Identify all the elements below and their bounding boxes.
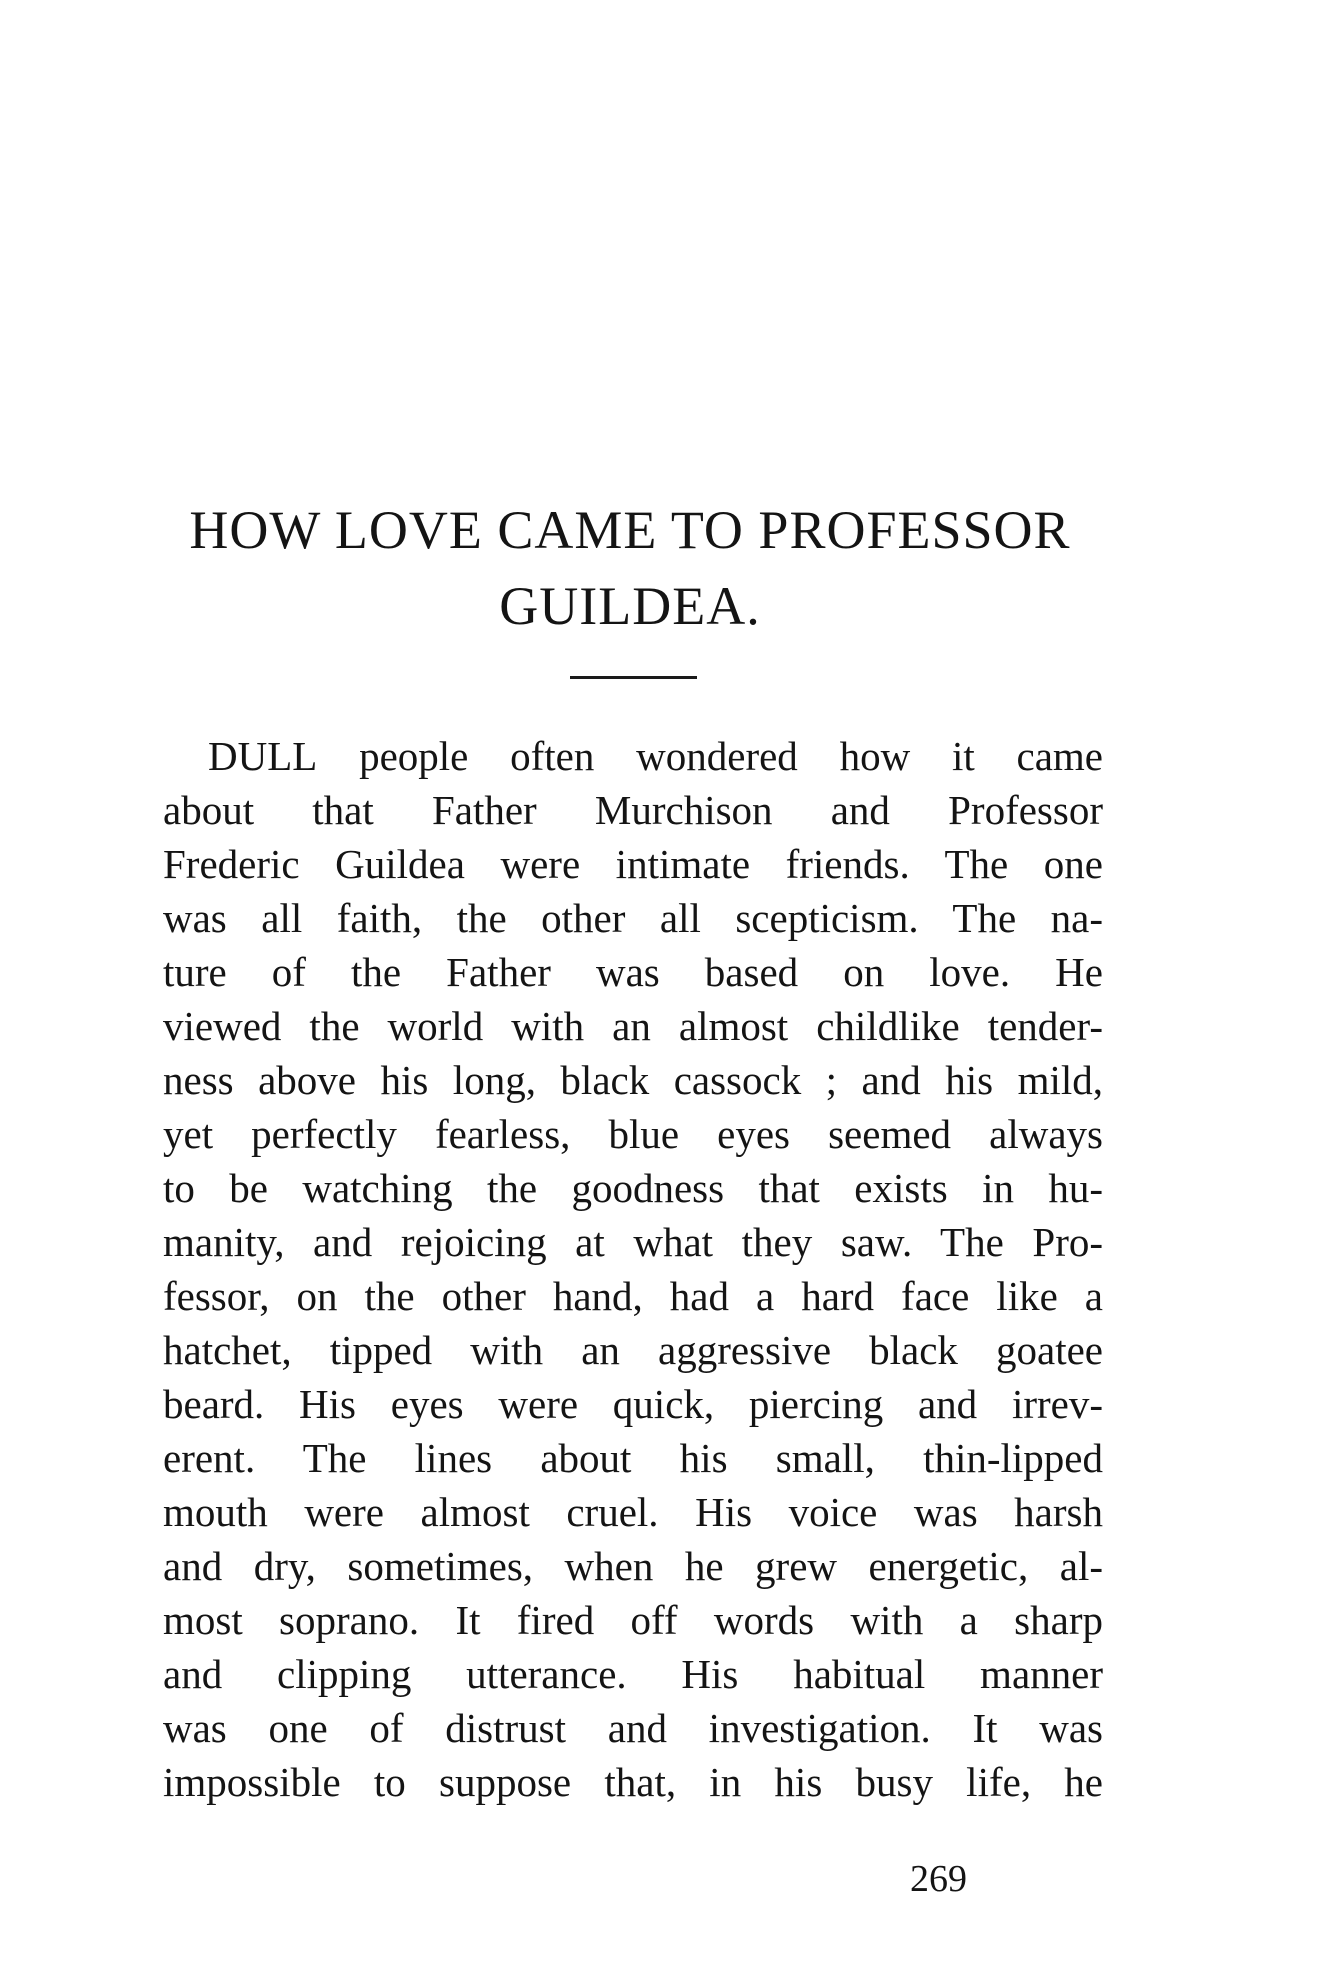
- text-line: manity, and rejoicing at what they saw. The Pro-: [163, 1219, 1103, 1265]
- first-word-smallcaps: ULL: [237, 733, 318, 779]
- text-line: and dry, sometimes, when he grew energetic, al-: [163, 1543, 1103, 1589]
- text-line: beard. His eyes were quick, piercing and irrev-: [163, 1381, 1103, 1427]
- first-line-text: people often wondered how it came: [317, 733, 1103, 779]
- text-line: ness above his long, black cassock ; and his mild,: [163, 1057, 1103, 1103]
- text-line-first: [163, 729, 1103, 783]
- text-line: yet perfectly fearless, blue eyes seemed always: [163, 1111, 1103, 1157]
- text-line: Frederic Guildea were intimate friends. The one: [163, 841, 1103, 887]
- text-line: most soprano. It fired off words with a sharp: [163, 1597, 1103, 1643]
- text-line: ture of the Father was based on love. He: [163, 949, 1103, 995]
- text-line: hatchet, tipped with an aggressive black goatee: [163, 1327, 1103, 1373]
- text-line: about that Father Murchison and Professor: [163, 787, 1103, 833]
- text-line: viewed the world with an almost childlike tender-: [163, 1003, 1103, 1049]
- chapter-title-line-1: HOW LOVE CAME TO PROFESSOR: [189, 500, 1071, 560]
- page-number: 269: [910, 1858, 967, 1900]
- chapter-title: [160, 492, 1100, 644]
- text-line: to be watching the goodness that exists in hu-: [163, 1165, 1103, 1211]
- text-line: erent. The lines about his small, thin-lipped: [163, 1435, 1103, 1481]
- text-line: and clipping utterance. His habitual manner: [163, 1651, 1103, 1697]
- text-line: was all faith, the other all scepticism. The na-: [163, 895, 1103, 941]
- text-line: fessor, on the other hand, had a hard face like a: [163, 1273, 1103, 1319]
- chapter-title-line-2: GUILDEA.: [499, 576, 761, 636]
- body-paragraph: [163, 729, 1103, 1809]
- text-line: mouth were almost cruel. His voice was harsh: [163, 1489, 1103, 1535]
- initial-letter: D: [208, 733, 238, 779]
- text-line: was one of distrust and investigation. It was: [163, 1705, 1103, 1751]
- text-line: impossible to suppose that, in his busy life, he: [163, 1759, 1103, 1805]
- title-divider: [570, 676, 697, 679]
